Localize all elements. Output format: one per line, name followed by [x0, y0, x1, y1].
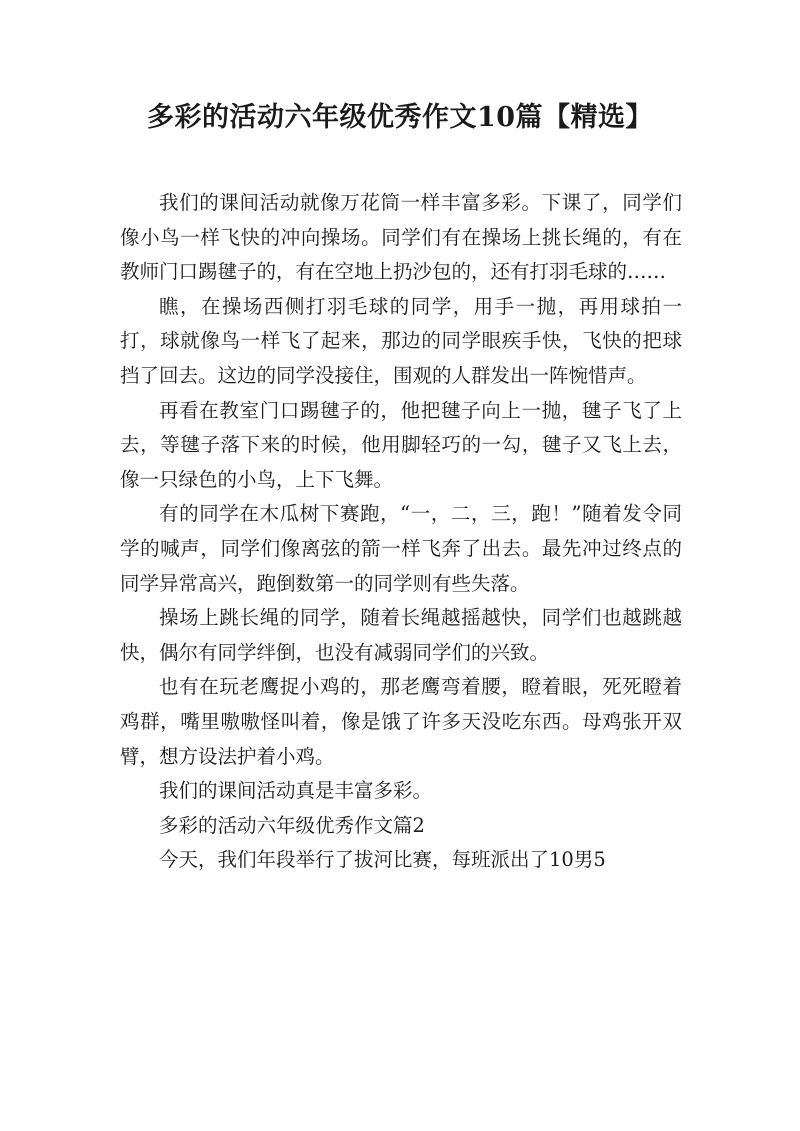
- paragraph: 也有在玩老鹰捉小鸡的，那老鹰弯着腰，瞪着眼，死死瞪着鸡群，嘴里嗷嗷怪叫着，像是饿了许多天没吃东西。母鸡张开双臂，想方设法护着小鸡。: [120, 675, 682, 768]
- document-title: 多彩的活动六年级优秀作文10篇【精选】: [146, 102, 654, 133]
- paragraph: 我们的课间活动就像万花筒一样丰富多彩。下课了，同学们像小鸟一样飞快的冲向操场。同学们有在操场上挑长绳的，有在教师门口踢毽子的，有在空地上扔沙包的，还有打羽毛球的……: [120, 191, 682, 284]
- paragraph: 我们的课间活动真是丰富多彩。: [159, 779, 433, 803]
- document-body: [120, 186, 682, 878]
- paragraph: 有的同学在木瓜树下赛跑，“一，二，三，跑！”随着发令同学的喊声，同学们像离弦的箭一样飞奔了出去。最先冲过终点的同学异常高兴，跑倒数第一的同学则有些失落。: [120, 502, 682, 595]
- paragraph: 再看在教室门口踢毽子的，他把毽子向上一抛，毽子飞了上去，等毽子落下来的时候，他用脚轻巧的一勾，毽子又飞上去，像一只绿色的小鸟，上下飞舞。: [120, 398, 682, 491]
- section-heading: 多彩的活动六年级优秀作文篇2: [159, 813, 425, 837]
- paragraph: 操场上跳长绳的同学，随着长绳越摇越快，同学们也越跳越快，偶尔有同学绊倒，也没有减弱同学们的兴致。: [120, 606, 682, 664]
- paragraph: 瞧，在操场西侧打羽毛球的同学，用手一抛，再用球拍一打，球就像鸟一样飞了起来，那边的同学眼疾手快，飞快的把球挡了回去。这边的同学没接住，围观的人群发出一阵惋惜声。: [120, 294, 682, 387]
- paragraph: 今天，我们年段举行了拔河比赛，每班派出了10男5: [159, 848, 606, 872]
